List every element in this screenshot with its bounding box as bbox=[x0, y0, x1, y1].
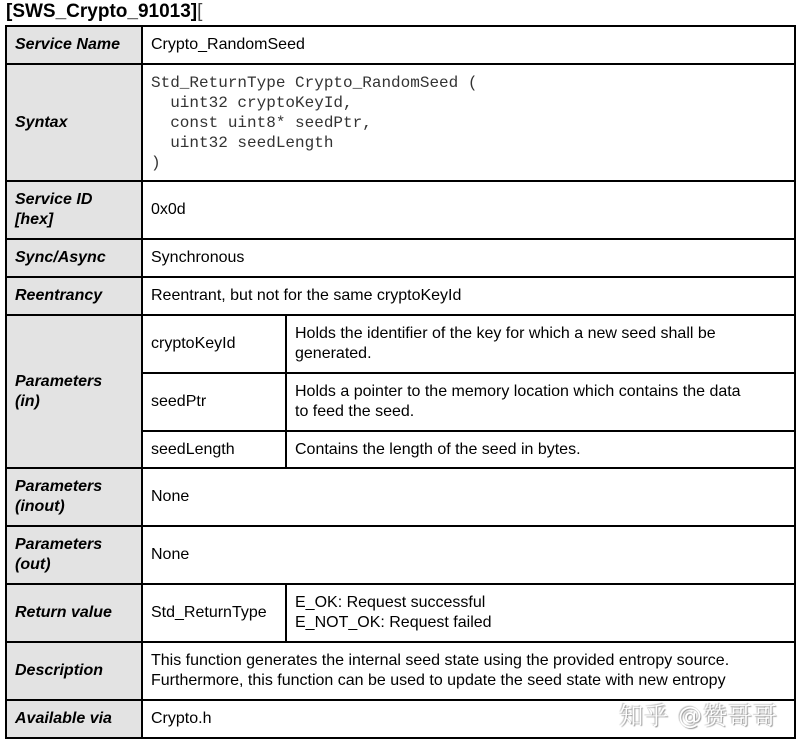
syntax-line: Std_ReturnType Crypto_RandomSeed ( bbox=[151, 73, 478, 92]
value-parameters-inout: None bbox=[142, 468, 795, 526]
param-name: seedPtr bbox=[142, 373, 286, 431]
return-type: Std_ReturnType bbox=[142, 584, 286, 642]
value-syntax bbox=[142, 64, 795, 181]
description-line: This function generates the internal seed state using the provided entropy source. bbox=[151, 652, 730, 669]
return-value-line: E_NOT_OK: Request failed bbox=[295, 614, 492, 631]
label-line: [hex] bbox=[15, 211, 54, 228]
syntax-line: const uint8* seedPtr, bbox=[151, 113, 372, 132]
label-line: (inout) bbox=[15, 498, 65, 515]
param-name: seedLength bbox=[142, 431, 286, 468]
requirement-id bbox=[6, 0, 202, 24]
desc-line: Holds a pointer to the memory location which contains the data bbox=[295, 383, 741, 400]
requirement-id-text: [SWS_Crypto_91013] bbox=[6, 1, 198, 22]
label-return-value: Return value bbox=[6, 584, 142, 642]
row-param-in-0 bbox=[6, 315, 795, 373]
value-sync-async: Synchronous bbox=[142, 239, 795, 277]
label-parameters-in bbox=[6, 315, 142, 468]
desc-line: to feed the seed. bbox=[295, 403, 415, 420]
row-sync-async bbox=[6, 239, 795, 277]
desc-line: generated. bbox=[295, 345, 372, 362]
row-description bbox=[6, 642, 795, 700]
value-parameters-out: None bbox=[142, 526, 795, 584]
service-spec-table bbox=[5, 25, 796, 739]
row-reentrancy bbox=[6, 277, 795, 315]
param-desc bbox=[286, 373, 795, 431]
label-line: Service ID bbox=[15, 191, 93, 208]
syntax-line: uint32 cryptoKeyId, bbox=[151, 93, 353, 112]
return-value-line: E_OK: Request successful bbox=[295, 594, 486, 611]
label-syntax: Syntax bbox=[6, 64, 142, 181]
label-parameters-inout bbox=[6, 468, 142, 526]
label-line: (in) bbox=[15, 392, 40, 410]
syntax-line: ) bbox=[151, 153, 161, 172]
value-available-via: Crypto.h bbox=[142, 700, 795, 738]
label-line: (out) bbox=[15, 556, 51, 573]
label-description: Description bbox=[6, 642, 142, 700]
value-service-name: Crypto_RandomSeed bbox=[142, 26, 795, 64]
row-syntax bbox=[6, 64, 795, 181]
requirement-bracket: [ bbox=[197, 1, 203, 22]
label-sync-async: Sync/Async bbox=[6, 239, 142, 277]
param-name: cryptoKeyId bbox=[142, 315, 286, 373]
label-service-name: Service Name bbox=[6, 26, 142, 64]
label-available-via: Available via bbox=[6, 700, 142, 738]
value-service-id: 0x0d bbox=[142, 181, 795, 239]
desc-line: Holds the identifier of the key for which a new seed shall be bbox=[295, 325, 716, 342]
syntax-line: uint32 seedLength bbox=[151, 133, 334, 152]
description-line: Furthermore, this function can be used to update the seed state with new entropy bbox=[151, 672, 726, 689]
param-desc bbox=[286, 315, 795, 373]
label-parameters-out bbox=[6, 526, 142, 584]
param-desc: Contains the length of the seed in bytes. bbox=[286, 431, 795, 468]
row-service-id bbox=[6, 181, 795, 239]
value-description bbox=[142, 642, 795, 700]
label-line: Parameters bbox=[15, 536, 103, 553]
label-line: Parameters bbox=[15, 478, 103, 495]
value-reentrancy: Reentrant, but not for the same cryptoKeyId bbox=[142, 277, 795, 315]
row-service-name bbox=[6, 26, 795, 64]
row-parameters-inout bbox=[6, 468, 795, 526]
label-reentrancy: Reentrancy bbox=[6, 277, 142, 315]
row-parameters-out bbox=[6, 526, 795, 584]
row-return-value bbox=[6, 584, 795, 642]
label-service-id bbox=[6, 181, 142, 239]
return-values bbox=[286, 584, 795, 642]
label-line: Parameters bbox=[15, 372, 103, 390]
watermark: 知乎 @赞哥哥 bbox=[619, 702, 778, 730]
